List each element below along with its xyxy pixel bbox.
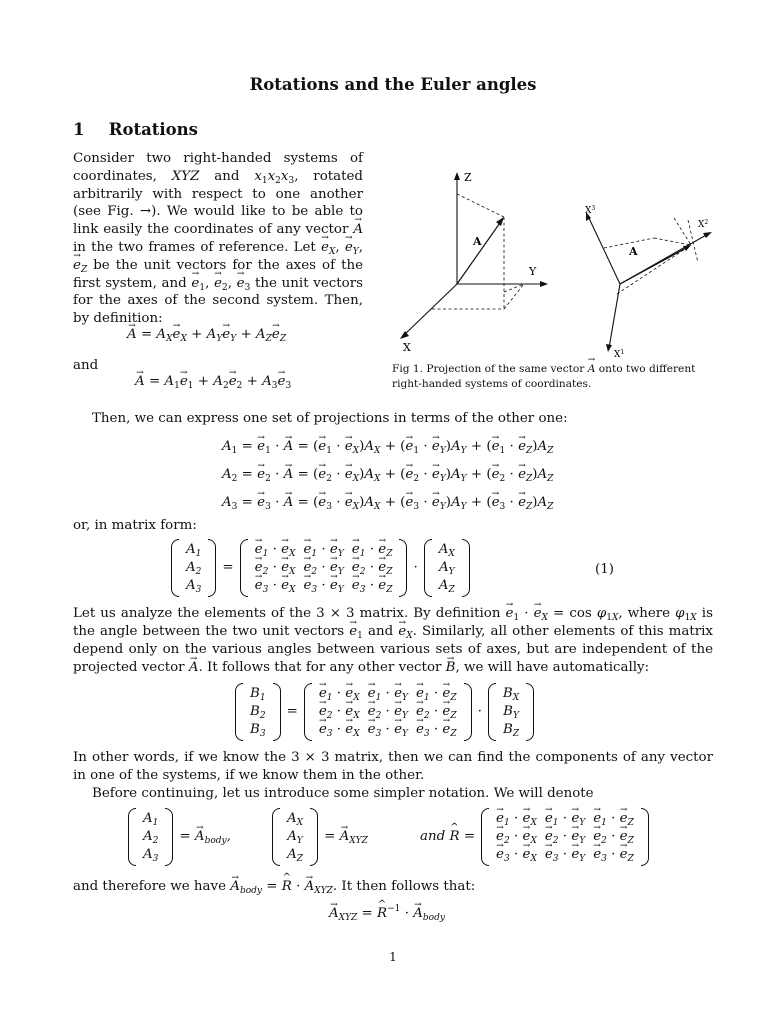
x2-axis-label: $X^2$ bbox=[698, 219, 709, 230]
equation-a2: $A_2$ = → $e_2$ · → A = (→ $e_2$ · → $e_X)A_X$ + (→ $e_2$ · → $e_Y)A_Y$ + (→ $e_2$ · → $e_Z)A_Z$ bbox=[222, 466, 553, 484]
notation-a-body: $A_1$ $A_2$ $A_3$ = → $A_{body}$, bbox=[128, 808, 231, 866]
and-label: and bbox=[73, 358, 99, 373]
rotation-matrix-r: → $e_1$ · → $e_X$ → $e_1$ · → $e_Y$ → $e_1$ · → $e_Z$ → $e_2$ · → $e_X$ → $e_2$ · → $e_Y$ → $e_2$ · → $e_Z$ → $e_3$ · → $e_X$ → $e_3$ · → $e_Y$ → $e_3$ · → $e_Z$ bbox=[481, 808, 649, 866]
inverse-equation: → $A_{XYZ}$ = ^ $R^{-1}$ · → $A_{body}$ bbox=[329, 905, 445, 923]
vector-a-left bbox=[457, 220, 502, 284]
y-axis-label: Y bbox=[529, 265, 537, 278]
section-heading bbox=[73, 121, 198, 139]
x-axis bbox=[403, 284, 457, 336]
matrix-equation-b: $B_1$ $B_2$ $B_3$ = → $e_1$ · → $e_X$ → $e_1$ · → $e_Y$ → $e_1$ · → $e_Z$ → $e_2$ · → $e_X$ → $e_2$ · → $e_Y$ → $e_2$ · → $e_Z$ → $e_3$ · → $e_X$ → $e_3$ · → $e_Y$ → $e_3$ · → $e_Z$ · $B_X$ $B_Y$ $B_Z$ bbox=[235, 683, 534, 741]
axyz-column: $A_X$ $A_Y$ $A_Z$ bbox=[424, 539, 470, 597]
right-axes bbox=[586, 212, 712, 352]
rotation-matrix: → $e_1$ · → $e_X$ → $e_1$ · → $e_Y$ → $e_1$ · → $e_Z$ → $e_2$ · → $e_X$ → $e_2$ · → $e_Y$ → $e_2$ · → $e_Z$ → $e_3$ · → $e_X$ → $e_3$ · → $e_Y$ → $e_3$ · → $e_Z$ bbox=[240, 539, 408, 597]
vector-a-right-label: A bbox=[629, 245, 638, 258]
analyze-paragraph: Let us analyze the elements of the 3 × 3 matrix. By definition → $e_1$ · → $e_X = \cos \varphi_{1X}$, where $\varphi_{1X}$ is the angle between the two unit vectors → $e_1$ and → $e_X$. Similarly, all other elements of this matrix depend only on the various angles between various sets of axes, but are independent of the projected vector → A. It follows that for any other vector → B, we will have automatically: bbox=[73, 605, 713, 677]
x1-axis bbox=[609, 284, 620, 348]
notation-a-xyz: $A_X$ $A_Y$ $A_Z$ = → $A_{XYZ}$ bbox=[272, 808, 368, 866]
a123-column-notation: $A_1$ $A_2$ $A_3$ bbox=[128, 808, 173, 866]
section-title: Rotations bbox=[108, 120, 198, 139]
in-other-words-paragraph: In other words, if we know the 3 × 3 matrix, then we can find the components of any vector in one of the systems, if we know them in the other. bbox=[73, 750, 713, 783]
bxyz-column: $B_X$ $B_Y$ $B_Z$ bbox=[488, 683, 534, 741]
intro-paragraph: Consider two right-handed systems of coordinates, XYZ and $x_1x_2x_3$, rotated arbitrarily with respect to one another (see Fig. →). We would like to be able to link easily the coordinates of any vector → A in the two frames of reference. Let → $e_X$, → $e_Y$, → $e_Z$ be the unit vectors for the axes of the first system, and → $e_1$, → $e_2$, → $e_3$ the unit vectors for the axes of the second system. Then, by definition: bbox=[73, 150, 363, 328]
notation-r-hat: and ^ R = → $e_1$ · → $e_X$ → $e_1$ · → $e_Y$ → $e_1$ · → $e_Z$ → $e_2$ · → $e_X$ → $e_2$ · → $e_Y$ → $e_2$ · → $e_Z$ → $e_3$ · → $e_X$ → $e_3$ · → $e_Y$ → $e_3$ · → $e_Z$ bbox=[420, 808, 649, 866]
then-sentence: Then, we can express one set of projections in terms of the other one: bbox=[92, 411, 568, 426]
equation-a-xyz: → $A = A_X\to e_X + A_Y\to e_Y + A_Z\to e_Z$ bbox=[127, 326, 286, 344]
rotation-matrix-b: → $e_1$ · → $e_X$ → $e_1$ · → $e_Y$ → $e_1$ · → $e_Z$ → $e_2$ · → $e_X$ → $e_2$ · → $e_Y$ → $e_2$ · → $e_Z$ → $e_3$ · → $e_X$ → $e_3$ · → $e_Y$ → $e_3$ · → $e_Z$ bbox=[304, 683, 472, 741]
x3-axis-label: $X^3$ bbox=[585, 205, 596, 216]
vector-a-left-label: A bbox=[473, 235, 482, 248]
figure-caption: Fig 1. Projection of the same vector → A onto two different right-handed systems of coordinates. bbox=[392, 362, 714, 391]
equation-a-123: → $A = A_1\to e_1 + A_2\to e_2 + A_3\to e_3$ bbox=[135, 373, 291, 391]
x-axis-label: X bbox=[403, 341, 411, 354]
b123-column: $B_1$ $B_2$ $B_3$ bbox=[235, 683, 281, 741]
a123-column: $A_1$ $A_2$ $A_3$ bbox=[171, 539, 216, 597]
equation-number: (1) bbox=[595, 562, 614, 577]
document-title: Rotations and the Euler angles bbox=[249, 75, 537, 94]
matrix-form-sentence: or, in matrix form: bbox=[73, 518, 197, 533]
page-number: 1 bbox=[389, 950, 397, 964]
before-continuing-sentence: Before continuing, let us introduce some simpler notation. We will denote bbox=[92, 786, 594, 801]
x1-axis-label: $X^1$ bbox=[614, 349, 625, 360]
axyz-column-notation: $A_X$ $A_Y$ $A_Z$ bbox=[272, 808, 318, 866]
equation-a3: $A_3$ = → $e_3$ · → A = (→ $e_3$ · → $e_X)A_X$ + (→ $e_3$ · → $e_Y)A_Y$ + (→ $e_3$ · → $e_Z)A_Z$ bbox=[222, 494, 553, 512]
therefore-sentence: and therefore we have → $A_{body}$ = ^ R · → $A_{XYZ}$. It then follows that: bbox=[73, 878, 475, 896]
matrix-equation-1: $A_1$ $A_2$ $A_3$ = → $e_1$ · → $e_X$ → $e_1$ · → $e_Y$ → $e_1$ · → $e_Z$ → $e_2$ · → $e_X$ → $e_2$ · → $e_Y$ → $e_2$ · → $e_Z$ → $e_3$ · → $e_X$ → $e_3$ · → $e_Y$ → $e_3$ · → $e_Z$ · $A_X$ $A_Y$ $A_Z$ bbox=[171, 539, 470, 597]
x3-axis bbox=[588, 216, 620, 284]
equation-a1: $A_1$ = → $e_1$ · → A = (→ $e_1$ · → $e_X)A_X$ + (→ $e_1$ · → $e_Y)A_Y$ + (→ $e_1$ · → $e_Z)A_Z$ bbox=[222, 438, 553, 456]
section-number: 1 bbox=[73, 120, 85, 139]
z-axis-label: Z bbox=[464, 171, 472, 184]
left-axes bbox=[400, 172, 548, 339]
figure-coordinate-systems bbox=[392, 166, 722, 361]
